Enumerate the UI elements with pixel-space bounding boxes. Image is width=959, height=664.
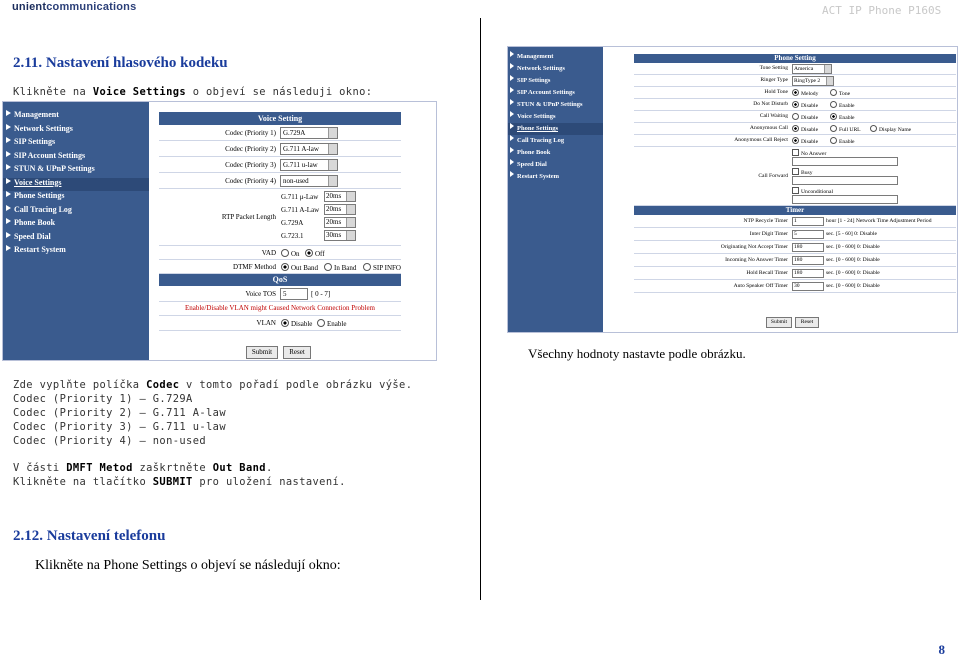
r-nav-item-speed-dial[interactable]: Speed Dial	[508, 159, 603, 171]
codec-line-2: Codec (Priority 2) – G.711 A-law	[13, 407, 226, 419]
ringer-label: Ringer Type	[760, 77, 788, 83]
rtp-codec-2: G.711 A-Law	[281, 206, 320, 214]
r-nav-item-call-tracing[interactable]: Call Tracing Log	[508, 135, 603, 147]
r-nav-item-restart[interactable]: Restart System	[508, 171, 603, 183]
vad-label: VAD	[261, 249, 276, 257]
timer-row-originating	[634, 241, 956, 254]
call-forward-row	[634, 147, 956, 206]
timer-bar: Timer	[634, 206, 956, 215]
rtp-select-3[interactable]: 20ms	[324, 217, 356, 228]
codec-label-1: Codec (Priority 1)	[225, 129, 276, 137]
logo-part1: unient	[12, 1, 47, 13]
codec-line-1: Codec (Priority 1) – G.729A	[13, 393, 193, 405]
tos-input[interactable]: 5	[280, 288, 308, 300]
nav-item-voice[interactable]: Voice Settings	[3, 178, 149, 192]
cf-no-answer-input[interactable]	[792, 157, 898, 166]
nav-item-network[interactable]: Network Settings	[3, 124, 149, 138]
rtp-label: RTP Packet Length	[221, 213, 276, 221]
codec-label-3: Codec (Priority 3)	[225, 161, 276, 169]
r-nav-item-management[interactable]: Management	[508, 50, 603, 63]
r-nav-item-phone[interactable]: Phone Settings	[508, 123, 603, 135]
hold-option-melody[interactable]: Melody	[792, 89, 818, 97]
timer-label-hold-recall: Hold Recall Timer	[746, 270, 788, 276]
rtp-codec-4: G.723.1	[281, 232, 304, 240]
timer-hint-interdigit: sec. [5 - 60] 0: Disable	[826, 231, 877, 237]
vlan-warning: Enable/Disable VLAN might Caused Network Connection Problem	[159, 302, 401, 316]
voice-setting-form	[159, 112, 401, 331]
nav-item-management[interactable]: Management	[3, 108, 149, 124]
rtp-select-4[interactable]: 30ms	[324, 230, 356, 241]
submit-button[interactable]: Submit	[246, 346, 278, 359]
anonymous-call-row	[634, 123, 956, 135]
anon-reject-option-disable[interactable]: Disable	[792, 137, 818, 145]
codec-row-1	[159, 125, 401, 141]
rtp-row	[159, 189, 401, 246]
codec-row-2	[159, 141, 401, 157]
codec-row-4	[159, 173, 401, 189]
vad-option-off[interactable]: Off	[305, 249, 325, 258]
codec-label-4: Codec (Priority 4)	[225, 177, 276, 185]
vlan-row	[159, 316, 401, 331]
anon-option-displayname[interactable]: Display Name	[870, 125, 911, 133]
voice-settings-screenshot	[2, 101, 437, 361]
hold-option-tone[interactable]: Tone	[830, 89, 850, 97]
rtp-select-1[interactable]: 20ms	[324, 191, 356, 202]
ringer-row	[634, 75, 956, 87]
r-nav-item-phone-book[interactable]: Phone Book	[508, 147, 603, 159]
tone-label: Tone Setting	[759, 65, 788, 71]
timer-input-originating[interactable]: 180	[792, 243, 824, 252]
nav-item-sip[interactable]: SIP Settings	[3, 137, 149, 151]
cw-option-disable[interactable]: Disable	[792, 113, 818, 121]
reset-button[interactable]: Reset	[283, 346, 311, 359]
nav-item-sip-account[interactable]: SIP Account Settings	[3, 151, 149, 165]
anonymous-call-label: Anonymous Call	[749, 125, 788, 131]
hold-tone-row	[634, 87, 956, 99]
timer-label-originating: Originating Not Accept Timer	[720, 244, 788, 250]
dtmf-option-sipinfo[interactable]: SIP INFO	[363, 263, 401, 272]
timer-input-auto-speaker[interactable]: 30	[792, 282, 824, 291]
nav-item-restart[interactable]: Restart System	[3, 245, 149, 259]
nav-item-stun[interactable]: STUN & UPnP Settings	[3, 164, 149, 178]
vlan-label: VLAN	[256, 319, 276, 327]
left-nav-menu	[3, 102, 149, 360]
section-intro-phone: Klikněte na Phone Settings o objeví se následují okno:	[35, 558, 341, 573]
phone-setting-bar: Phone Setting	[634, 54, 956, 63]
timer-label-interdigit: Inter Digit Timer	[749, 231, 788, 237]
dtmf-option-inband[interactable]: In Band	[324, 263, 356, 272]
timer-row-auto-speaker	[634, 280, 956, 293]
tone-row	[634, 63, 956, 75]
timer-input-interdigit[interactable]: 5	[792, 230, 824, 239]
call-waiting-label: Call Waiting	[759, 113, 788, 119]
nav-item-phone-book[interactable]: Phone Book	[3, 218, 149, 232]
timer-row-hold-recall	[634, 267, 956, 280]
tos-label: Voice TOS	[245, 290, 276, 298]
cf-option-no-answer[interactable]: No Answer	[792, 149, 826, 157]
codec-select-3[interactable]: G.711 u-law	[280, 159, 338, 171]
right-nav-menu	[508, 47, 603, 332]
timer-hint-hold-recall: sec. [0 - 600] 0: Disable	[826, 270, 880, 276]
dtmf-label: DTMF Method	[233, 263, 276, 271]
logo-part2: communications	[46, 1, 137, 13]
r-nav-item-sip-account[interactable]: SIP Account Settings	[508, 87, 603, 99]
codec-select-4[interactable]: non-used	[280, 175, 338, 187]
timer-hint-originating: sec. [0 - 600] 0: Disable	[826, 244, 880, 250]
document-title: ACT IP Phone P160S	[822, 4, 942, 17]
column-divider	[480, 18, 481, 600]
cf-unconditional-input[interactable]	[792, 195, 898, 204]
codec-row-3	[159, 157, 401, 173]
instruction-line-dtmf: V části DMFT Metod zaškrtněte Out Band.	[13, 462, 273, 474]
anon-reject-option-enable[interactable]: Enable	[830, 137, 855, 145]
phone-reset-button[interactable]: Reset	[795, 317, 819, 328]
tone-select[interactable]: America	[792, 64, 832, 74]
cf-option-busy[interactable]: Busy	[792, 168, 813, 176]
hold-tone-label: Hold Tone	[764, 89, 788, 95]
dnd-option-enable[interactable]: Enable	[830, 101, 855, 109]
rtp-codec-3: G.729A	[281, 219, 304, 227]
timer-label-incoming: Incoming No Answer Timer	[725, 257, 788, 263]
timer-hint-auto-speaker: sec. [0 - 600] 0: Disable	[826, 283, 880, 289]
company-logo	[12, 1, 136, 13]
dnd-row	[634, 99, 956, 111]
phone-setting-form	[634, 54, 956, 293]
nav-item-phone[interactable]: Phone Settings	[3, 191, 149, 205]
timer-row-ntp	[634, 215, 956, 228]
vlan-option-disable[interactable]: Disable	[281, 319, 312, 328]
instructions-block	[13, 378, 412, 489]
section-heading-phone: 2.12. Nastavení telefonu	[13, 528, 166, 544]
r-nav-item-voice[interactable]: Voice Settings	[508, 111, 603, 123]
vad-option-on[interactable]: On	[281, 249, 300, 258]
timer-row-incoming	[634, 254, 956, 267]
r-nav-item-network[interactable]: Network Settings	[508, 63, 603, 75]
dnd-label: Do Not Disturb	[753, 101, 788, 107]
timer-input-incoming[interactable]: 180	[792, 256, 824, 265]
phone-submit-button[interactable]: Submit	[766, 317, 792, 328]
vad-row	[159, 246, 401, 260]
timer-input-ntp[interactable]: 1	[792, 217, 824, 226]
anon-option-disable[interactable]: Disable	[792, 125, 818, 133]
codec-select-2[interactable]: G.711 A-law	[280, 143, 338, 155]
codec-label-2: Codec (Priority 2)	[225, 145, 276, 153]
call-forward-label: Call Forward	[758, 173, 788, 179]
timer-hint-incoming: sec. [0 - 600] 0: Disable	[826, 257, 880, 263]
timer-input-hold-recall[interactable]: 180	[792, 269, 824, 278]
call-waiting-row	[634, 111, 956, 123]
dnd-option-disable[interactable]: Disable	[792, 101, 818, 109]
qos-bar: QoS	[159, 274, 401, 286]
rtp-select-2[interactable]: 20ms	[324, 204, 356, 215]
ringer-select[interactable]: RingType 2	[792, 76, 834, 86]
section-heading-voice: 2.11. Nastavení hlasového kodeku	[13, 55, 228, 71]
r-nav-item-sip[interactable]: SIP Settings	[508, 75, 603, 87]
section-intro-voice: Klikněte na Voice Settings o objeví se následuji okno:	[13, 86, 373, 98]
page-number: 8	[938, 642, 945, 657]
timer-label-auto-speaker: Auto Speaker Off Timer	[733, 283, 788, 289]
anon-option-fullurl[interactable]: Full URL	[830, 125, 861, 133]
dtmf-option-outband[interactable]: Out Band	[281, 263, 318, 272]
anonymous-reject-label: Anonymous Call Reject	[734, 137, 788, 143]
caption-set-values: Všechny hodnoty nastavte podle obrázku.	[528, 346, 746, 361]
instruction-line-submit: Klikněte na tlačítko SUBMIT pro uložení nastavení.	[13, 476, 346, 488]
nav-item-call-tracing[interactable]: Call Tracing Log	[3, 205, 149, 219]
phone-settings-screenshot	[507, 46, 958, 333]
rtp-codec-1: G.711 μ-Law	[281, 193, 319, 201]
dtmf-row	[159, 260, 401, 274]
nav-item-speed-dial[interactable]: Speed Dial	[3, 232, 149, 246]
codec-line-3: Codec (Priority 3) – G.711 u-law	[13, 421, 226, 433]
tos-row	[159, 286, 401, 302]
timer-label-ntp: NTP Recycle Timer	[743, 218, 788, 224]
cf-busy-input[interactable]	[792, 176, 898, 185]
cw-option-enable[interactable]: Enable	[830, 113, 855, 121]
cf-option-unconditional[interactable]: Unconditional	[792, 187, 833, 195]
anonymous-reject-row	[634, 135, 956, 147]
tos-range: [ 0 - 7]	[311, 290, 331, 298]
vlan-option-enable[interactable]: Enable	[317, 319, 346, 328]
timer-row-interdigit	[634, 228, 956, 241]
voice-setting-bar: Voice Setting	[159, 112, 401, 125]
instruction-line-codec: Zde vyplňte políčka Codec v tomto pořadí podle obrázku výše.	[13, 379, 413, 391]
r-nav-item-stun[interactable]: STUN & UPnP Settings	[508, 99, 603, 111]
codec-select-1[interactable]: G.729A	[280, 127, 338, 139]
timer-hint-ntp: hour [1 - 24] Network Time Adjustment Period	[826, 218, 932, 224]
codec-line-4: Codec (Priority 4) – non-used	[13, 435, 207, 447]
